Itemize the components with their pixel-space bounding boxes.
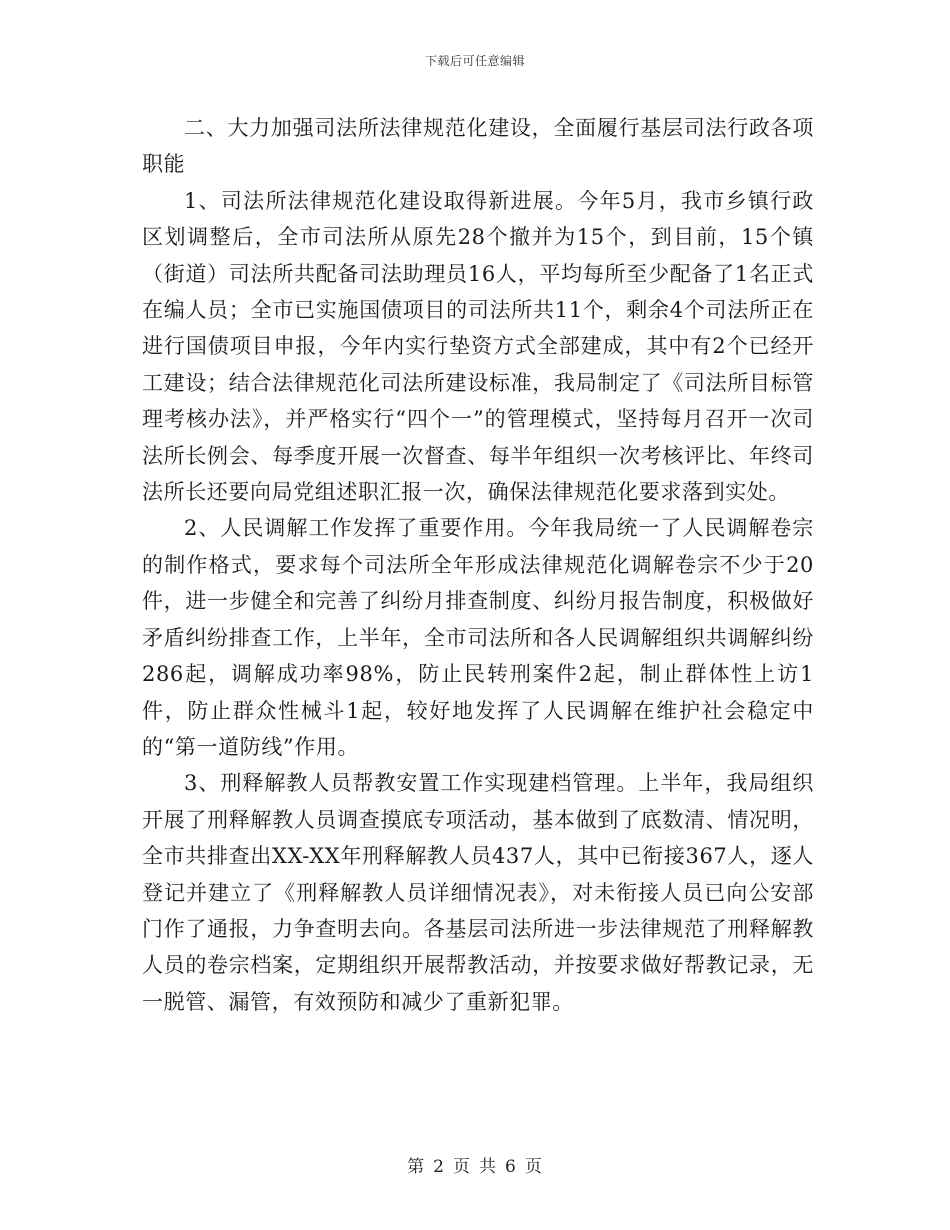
footer-total-word: 共: [479, 1157, 497, 1177]
paragraph-1: 1、司法所法律规范化建设取得新进展。今年5月，我市乡镇行政区划调整后，全市司法所从原先28个撤并为15个，到目前，15个镇（街道）司法所共配备司法助理员16人，平均每所至少配备了1名正式在编人员；全市已实施国债项目的司法所共11个，剩余4个司法所正在进行国债项目申报，今年内实行垫资方式全部建成，其中有2个已经开工建设；结合法律规范化司法所建设标准，我局制定了《司法所目标管理考核办法》，并严格实行“四个一”的管理模式，坚持每月召开一次司法所长例会、每季度开展一次督查、每半年组织一次考核评比、年终司法所长还要向局党组述职汇报一次，确保法律规范化要求落到实处。: [142, 188, 814, 505]
footer-suffix: 页: [524, 1157, 543, 1177]
current-page-number: 2: [433, 1157, 445, 1177]
footer-prefix: 第: [407, 1157, 426, 1177]
total-pages-number: 6: [505, 1157, 517, 1177]
paragraph-2: 2、人民调解工作发挥了重要作用。今年我局统一了人民调解卷宗的制作格式，要求每个司法所全年形成法律规范化调解卷宗不少于20件，进一步健全和完善了纠纷月排查制度、纠纷月报告制度，积极做好矛盾纠纷排查工作，上半年，全市司法所和各人民调解组织共调解纠纷286起，调解成功率98%，防止民转刑案件2起，制止群体性上访1件，防止群众性械斗1起，较好地发挥了人民调解在维护社会稳定中的“第一道防线”作用。: [142, 516, 814, 759]
paragraph-3: 3、刑释解教人员帮教安置工作实现建档管理。上半年，我局组织开展了刑释解教人员调查摸底专项活动，基本做到了底数清、情况明，全市共排查出XX-XX年刑释解教人员437人，其中已衔接367人，逐人登记并建立了《刑释解教人员详细情况表》，对未衔接人员已向公安部门作了通报，力争查明去向。各基层司法所进一步法律规范了刑释解教人员的卷宗档案，定期组织开展帮教活动，并按要求做好帮教记录，无一脱管、漏管，有效预防和减少了重新犯罪。: [142, 771, 814, 1014]
header-note: 下载后可任意编辑: [424, 54, 525, 68]
section-heading: 二、大力加强司法所法律规范化建设，全面履行基层司法行政各项职能: [142, 116, 814, 177]
document-body: [142, 110, 814, 1020]
page-footer: [0, 1152, 950, 1177]
footer-page-word: 页: [453, 1157, 471, 1177]
